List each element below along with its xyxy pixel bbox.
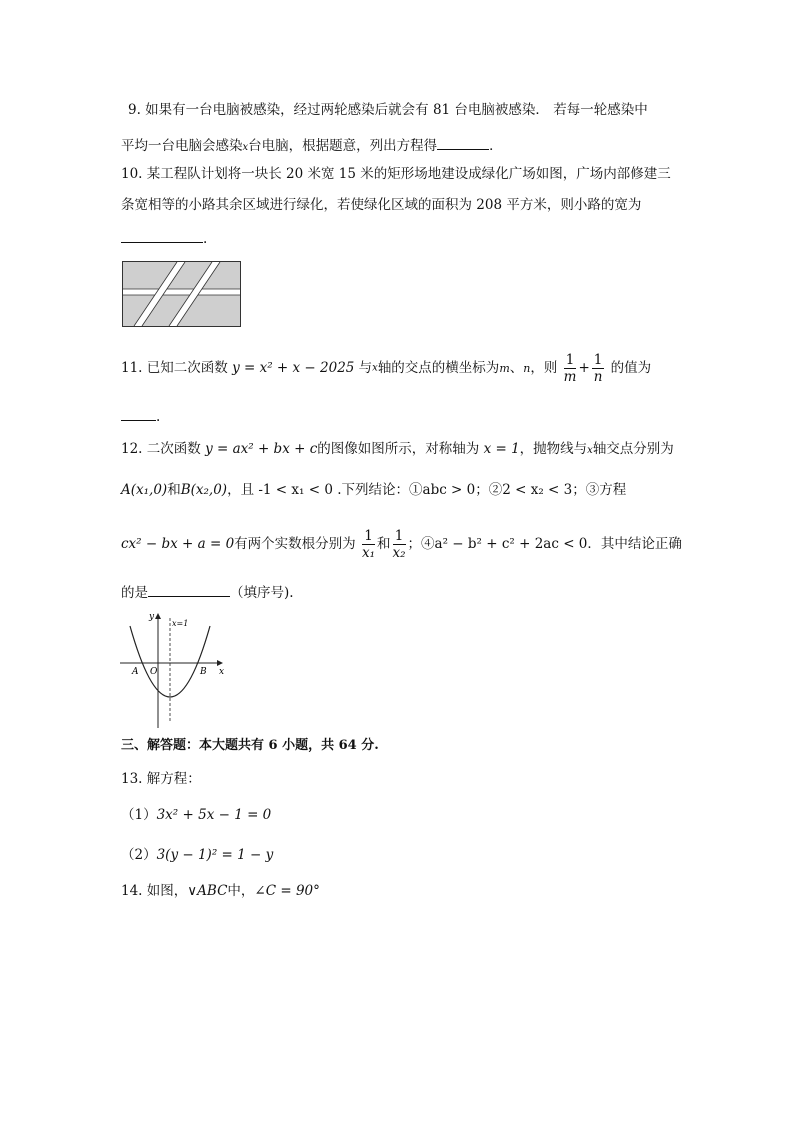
q11-line1: 11. 已知二次函数 y = x² + x − 2025 与x轴的交点的横坐标为m、n，则 $\frac{1}{m}$ + $\frac{1}{n}$ 的值为 xyxy=(121,352,652,386)
section-3-title: 三、解答题：本大题共有 6 小题，共 64 分. xyxy=(121,738,379,753)
q11-line2: . xyxy=(121,408,160,425)
q12-formula: y = ax² + bx + c xyxy=(205,441,318,457)
y-axis-label: y xyxy=(149,612,155,622)
point-a-label: A xyxy=(132,667,139,677)
symmetry-axis-label: x=1 xyxy=(172,619,189,628)
q11-answer-blank[interactable] xyxy=(121,408,156,421)
q11-formula: y = x² + x − 2025 xyxy=(232,359,355,376)
point-b-label: B xyxy=(200,667,207,677)
q12-line4: 的是 （填序号). xyxy=(121,585,294,601)
q12-line1: 12. 二次函数 y = ax² + bx + c的图像如图所示，对称轴为 x = 1，抛物线与x轴交点分别为 xyxy=(121,441,674,457)
q13-title: 13. 解方程： xyxy=(121,771,201,787)
q11-fraction-1-over-n: $\frac{1}{n}$ xyxy=(593,352,603,386)
x-axis-label: x xyxy=(219,667,225,677)
q12-fraction-1-over-x1: $\frac{1}{\text{x₁}}$ xyxy=(361,528,375,562)
q11-fraction-1-over-m: $\frac{1}{m}$ xyxy=(563,352,577,386)
q9-line1: 9. 如果有一台电脑被感染，经过两轮感染后就会有 81 台电脑被感染． 若每一轮感染中 xyxy=(128,102,648,118)
q10-line1: 10. 某工程队计划将一块长 20 米宽 15 米的矩形场地建设成绿化广场如图，广场内部修建三 xyxy=(121,166,671,182)
q12-answer-blank[interactable] xyxy=(148,584,230,597)
q13-part1: （1）3x² + 5x − 1 = 0 xyxy=(121,807,272,823)
q9-answer-blank[interactable] xyxy=(437,137,489,150)
origin-label: O xyxy=(150,667,158,677)
q9-line2: 平均一台电脑会感染x台电脑，根据题意，列出方程得 ． xyxy=(121,138,503,154)
q10-field-figure xyxy=(122,261,241,327)
q10-line2: 条宽相等的小路其余区域进行绿化，若使绿化区域的面积为 208 平方米，则小路的宽为 xyxy=(121,197,642,213)
q14-title: 14. 如图，∨ABC中，∠C = 90° xyxy=(121,883,320,899)
q13-equation-1: 3x² + 5x − 1 = 0 xyxy=(156,807,272,823)
q13-part2: （2）3(y − 1)² = 1 − y xyxy=(121,847,274,863)
q12-line2: A(x₁,0)和B(x₂,0)，且 -1 < x₁ < 0 .下列结论：①abc > 0；②2 < x₂ < 3；③方程 xyxy=(121,482,627,498)
q12-line3: cx² − bx + a = 0有两个实数根分别为 $\frac{1}{\text{x₁}}$ 和 $\frac{1}{\text{x₂}}$ ；④a² − b² + c² + 2ac < 0．其中结论正确 xyxy=(121,528,682,562)
q13-equation-2: 3(y − 1)² = 1 − y xyxy=(156,847,274,863)
q10-line3: . xyxy=(121,230,207,247)
q12-parabola-graph xyxy=(118,608,228,730)
q12-fraction-1-over-x2: $\frac{1}{\text{x₂}}$ xyxy=(392,528,406,562)
horizontal-road xyxy=(123,289,240,295)
q10-answer-blank[interactable] xyxy=(121,230,203,243)
parabola-curve xyxy=(130,626,210,697)
